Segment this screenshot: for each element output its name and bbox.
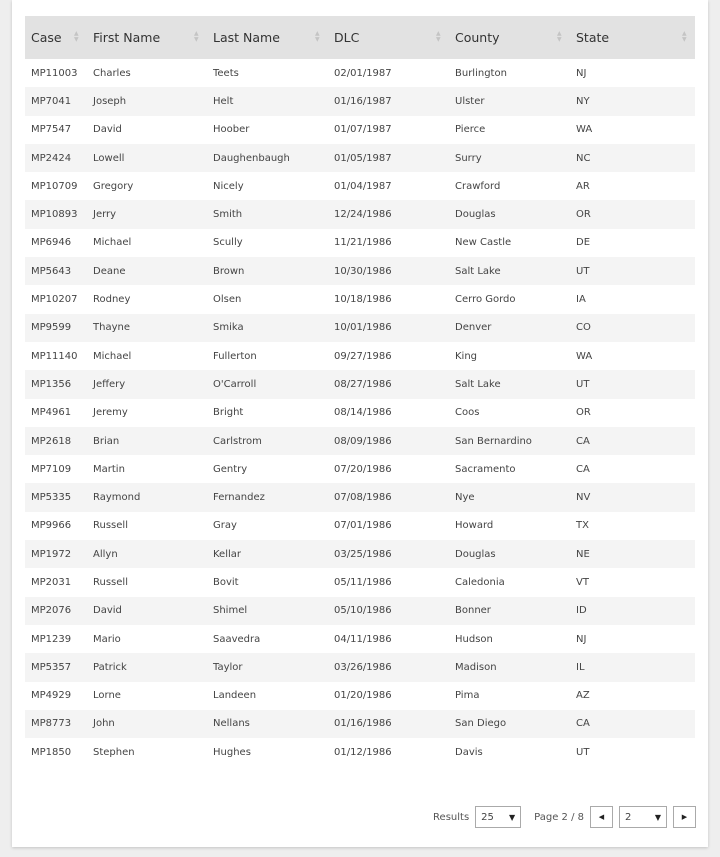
- cell-county: Nye: [449, 483, 570, 511]
- cell-county: King: [455, 350, 478, 362]
- cell-state: NE: [570, 540, 695, 568]
- cell-county: Burlington: [455, 67, 507, 79]
- cell-last-name: Carlstrom: [207, 427, 328, 455]
- cell-last-name: Smith: [207, 200, 328, 228]
- sort-icon[interactable]: ▲ ▼: [74, 30, 79, 43]
- cell-last-name: Bright: [213, 407, 244, 419]
- cell-state: WA: [576, 350, 593, 362]
- sort-icon[interactable]: ▲ ▼: [557, 30, 562, 43]
- cell-last-name: Daughenbaugh: [207, 144, 328, 172]
- pagination-bar: [433, 805, 696, 829]
- cell-case: MP7547: [31, 124, 72, 136]
- table-row[interactable]: [25, 342, 695, 370]
- cell-case: MP9599: [25, 314, 87, 342]
- table-row[interactable]: [25, 87, 695, 115]
- cell-case: MP5335: [25, 483, 87, 511]
- cell-dlc: 07/08/1986: [328, 483, 449, 511]
- table-row[interactable]: [25, 653, 695, 681]
- cell-state: AR: [576, 180, 590, 192]
- cell-dlc: 12/24/1986: [328, 200, 449, 228]
- cell-dlc: 01/12/1986: [334, 746, 392, 758]
- cell-dlc: 03/25/1986: [328, 540, 449, 568]
- table-row[interactable]: [25, 370, 695, 398]
- cell-county: Davis: [455, 746, 483, 758]
- cell-case: MP1972: [25, 540, 87, 568]
- cell-state: IL: [570, 653, 695, 681]
- cell-first-name: Allyn: [87, 540, 207, 568]
- cell-first-name: Gregory: [93, 180, 134, 192]
- table-row[interactable]: [25, 512, 695, 540]
- table-row[interactable]: [25, 710, 695, 738]
- cell-case: MP5357: [25, 653, 87, 681]
- cell-first-name: David: [93, 124, 122, 136]
- table-row[interactable]: [25, 172, 695, 200]
- table-row[interactable]: [25, 285, 695, 313]
- cell-dlc: 04/11/1986: [334, 633, 392, 645]
- cell-case: MP9966: [31, 520, 72, 532]
- cell-first-name: Lorne: [93, 690, 121, 702]
- cell-case: MP11003: [31, 67, 78, 79]
- cell-county: Hudson: [455, 633, 493, 645]
- cell-state: ID: [570, 597, 695, 625]
- column-header-label: County: [455, 30, 500, 45]
- cell-first-name: Mario: [93, 633, 121, 645]
- cell-last-name: Taylor: [207, 653, 328, 681]
- cell-case: MP2031: [31, 576, 72, 588]
- cell-case: MP6946: [31, 237, 72, 249]
- page-size-select[interactable]: [475, 806, 521, 828]
- cell-dlc: 07/01/1986: [334, 520, 392, 532]
- cell-last-name: Olsen: [213, 294, 242, 306]
- cell-case: MP2618: [25, 427, 87, 455]
- table-row[interactable]: [25, 540, 695, 568]
- table-row[interactable]: [25, 597, 695, 625]
- triangle-right-icon: ▶: [681, 813, 688, 821]
- cell-last-name: Helt: [207, 87, 328, 115]
- cell-dlc: 01/20/1986: [334, 690, 392, 702]
- column-header-county[interactable]: [449, 16, 570, 59]
- cell-dlc: 03/26/1986: [328, 653, 449, 681]
- cell-dlc: 01/05/1987: [328, 144, 449, 172]
- cell-state: CO: [570, 314, 695, 342]
- cell-first-name: John: [87, 710, 207, 738]
- cell-case: MP7041: [25, 87, 87, 115]
- cell-first-name: Michael: [93, 237, 132, 249]
- cell-state: UT: [570, 257, 695, 285]
- cell-first-name: Rodney: [93, 294, 131, 306]
- cell-state: AZ: [576, 690, 590, 702]
- cell-dlc: 08/27/1986: [328, 370, 449, 398]
- cell-state: OR: [570, 200, 695, 228]
- cell-last-name: Smika: [207, 314, 328, 342]
- cell-case: MP8773: [25, 710, 87, 738]
- cell-dlc: 02/01/1987: [334, 67, 392, 79]
- cell-state: UT: [576, 746, 590, 758]
- cell-last-name: Shimel: [207, 597, 328, 625]
- cell-dlc: 01/04/1987: [334, 180, 392, 192]
- cell-county: Bonner: [449, 597, 570, 625]
- cell-county: Coos: [455, 407, 480, 419]
- cell-county: Surry: [449, 144, 570, 172]
- cell-county: Pima: [455, 690, 480, 702]
- cell-dlc: 01/16/1986: [328, 710, 449, 738]
- table-body: [25, 59, 695, 766]
- cell-dlc: 10/18/1986: [334, 294, 392, 306]
- table-row[interactable]: [25, 568, 695, 596]
- sort-icon[interactable]: ▲ ▼: [194, 30, 199, 43]
- current-page-value: 2: [625, 811, 632, 823]
- next-page-button[interactable]: [673, 806, 696, 828]
- cell-last-name: Fullerton: [213, 350, 257, 362]
- cell-last-name: Hughes: [213, 746, 251, 758]
- cell-first-name: Lowell: [87, 144, 207, 172]
- cell-state: CA: [570, 427, 695, 455]
- cell-county: Salt Lake: [449, 257, 570, 285]
- cell-county: San Diego: [449, 710, 570, 738]
- cell-last-name: Brown: [207, 257, 328, 285]
- cell-first-name: Jeremy: [93, 407, 128, 419]
- cell-dlc: 01/16/1987: [328, 87, 449, 115]
- cell-last-name: Gray: [213, 520, 237, 532]
- cell-first-name: Patrick: [87, 653, 207, 681]
- cell-first-name: Brian: [87, 427, 207, 455]
- cell-state: WA: [576, 124, 593, 136]
- cell-first-name: Jerry: [87, 200, 207, 228]
- cell-county: Cerro Gordo: [455, 294, 516, 306]
- cell-case: MP1850: [31, 746, 72, 758]
- table-row[interactable]: [25, 229, 695, 257]
- cell-case: MP4961: [31, 407, 72, 419]
- cell-state: NC: [570, 144, 695, 172]
- cell-case: MP10893: [25, 200, 87, 228]
- cell-state: NJ: [576, 67, 587, 79]
- sort-icon[interactable]: ▲ ▼: [436, 30, 441, 43]
- results-panel: [12, 0, 708, 847]
- cell-state: UT: [570, 370, 695, 398]
- table-row[interactable]: [25, 455, 695, 483]
- cell-state: CA: [570, 710, 695, 738]
- chevron-down-icon: ▼: [654, 812, 661, 822]
- cell-county: Denver: [449, 314, 570, 342]
- cell-state: DE: [576, 237, 591, 249]
- cell-state: NY: [570, 87, 695, 115]
- cell-county: Salt Lake: [449, 370, 570, 398]
- table-row[interactable]: [25, 682, 695, 710]
- sort-icon[interactable]: ▲ ▼: [682, 30, 687, 43]
- cell-state: NJ: [576, 633, 587, 645]
- triangle-left-icon: ◀: [598, 813, 605, 821]
- table-row[interactable]: [25, 427, 695, 455]
- column-header-dlc[interactable]: [328, 16, 449, 59]
- cell-dlc: 07/20/1986: [334, 463, 392, 475]
- cell-last-name: Bovit: [213, 576, 239, 588]
- cell-dlc: 05/10/1986: [328, 597, 449, 625]
- cell-state: VT: [576, 576, 589, 588]
- cell-dlc: 09/27/1986: [334, 350, 392, 362]
- cell-state: CA: [576, 463, 590, 475]
- table-header-row: [25, 16, 695, 59]
- column-header-first-name[interactable]: [87, 16, 207, 59]
- cell-case: MP4929: [31, 690, 72, 702]
- chevron-down-icon: ▼: [509, 812, 516, 822]
- column-header-label: DLC: [334, 30, 360, 45]
- cell-dlc: 01/07/1987: [334, 124, 392, 136]
- cell-last-name: Nicely: [213, 180, 244, 192]
- cell-case: MP2424: [25, 144, 87, 172]
- table-row[interactable]: [25, 116, 695, 144]
- page-select[interactable]: [619, 806, 667, 828]
- cell-case: MP10709: [31, 180, 78, 192]
- cell-county: Howard: [455, 520, 494, 532]
- cell-case: MP2076: [25, 597, 87, 625]
- column-header-label: First Name: [93, 30, 161, 45]
- cell-first-name: Deane: [87, 257, 207, 285]
- column-header-label: State: [576, 30, 610, 45]
- table-row[interactable]: [25, 399, 695, 427]
- cell-case: MP5643: [25, 257, 87, 285]
- table-row[interactable]: [25, 483, 695, 511]
- cell-first-name: Russell: [93, 576, 128, 588]
- cell-case: MP11140: [31, 350, 78, 362]
- cell-last-name: Nellans: [207, 710, 328, 738]
- column-header-label: Case: [31, 30, 62, 45]
- cell-county: Douglas: [449, 200, 570, 228]
- cell-county: Caledonia: [455, 576, 505, 588]
- table-row[interactable]: [25, 257, 695, 285]
- cell-first-name: Joseph: [87, 87, 207, 115]
- cell-county: Douglas: [449, 540, 570, 568]
- cell-dlc: 08/09/1986: [328, 427, 449, 455]
- cell-state: OR: [576, 407, 591, 419]
- cell-case: MP7109: [31, 463, 72, 475]
- column-header-state[interactable]: [570, 16, 695, 59]
- table-row[interactable]: [25, 144, 695, 172]
- cell-case: MP10207: [31, 294, 78, 306]
- column-header-last-name[interactable]: [207, 16, 328, 59]
- results-label: Results: [433, 811, 470, 823]
- table-row[interactable]: [25, 314, 695, 342]
- cell-last-name: Kellar: [207, 540, 328, 568]
- page-info: Page 2 / 8: [534, 811, 584, 823]
- cell-first-name: Martin: [93, 463, 125, 475]
- cell-last-name: Landeen: [213, 690, 257, 702]
- table-row[interactable]: [25, 625, 695, 653]
- cell-first-name: Michael: [93, 350, 132, 362]
- cell-dlc: 10/30/1986: [328, 257, 449, 285]
- cell-first-name: Thayne: [87, 314, 207, 342]
- table-row[interactable]: [25, 59, 695, 87]
- cell-state: TX: [576, 520, 589, 532]
- cell-last-name: Gentry: [213, 463, 248, 475]
- cell-last-name: Teets: [213, 67, 239, 79]
- cell-first-name: David: [87, 597, 207, 625]
- cell-state: NV: [570, 483, 695, 511]
- cell-dlc: 05/11/1986: [334, 576, 392, 588]
- sort-icon[interactable]: ▲ ▼: [315, 30, 320, 43]
- cell-case: MP1356: [25, 370, 87, 398]
- cell-last-name: O'Carroll: [207, 370, 328, 398]
- cell-first-name: Charles: [93, 67, 131, 79]
- previous-page-button[interactable]: [590, 806, 613, 828]
- cell-last-name: Scully: [213, 237, 243, 249]
- table-row[interactable]: [25, 738, 695, 766]
- cell-first-name: Jeffery: [87, 370, 207, 398]
- page-size-value: 25: [481, 811, 494, 823]
- cell-county: Pierce: [455, 124, 486, 136]
- column-header-label: Last Name: [213, 30, 280, 45]
- cell-last-name: Hoober: [213, 124, 250, 136]
- cell-last-name: Fernandez: [207, 483, 328, 511]
- cell-first-name: Russell: [93, 520, 128, 532]
- cell-first-name: Raymond: [87, 483, 207, 511]
- table-row[interactable]: [25, 200, 695, 228]
- cell-county: Sacramento: [455, 463, 516, 475]
- cell-county: Ulster: [449, 87, 570, 115]
- cell-dlc: 11/21/1986: [334, 237, 392, 249]
- cases-table: [25, 16, 695, 766]
- column-header-case[interactable]: [25, 16, 87, 59]
- cell-first-name: Stephen: [93, 746, 135, 758]
- cell-last-name: Saavedra: [213, 633, 261, 645]
- cell-case: MP1239: [31, 633, 72, 645]
- cell-county: Madison: [449, 653, 570, 681]
- cell-state: IA: [576, 294, 586, 306]
- cell-dlc: 08/14/1986: [334, 407, 392, 419]
- cell-county: New Castle: [455, 237, 512, 249]
- cell-county: San Bernardino: [449, 427, 570, 455]
- cell-dlc: 10/01/1986: [328, 314, 449, 342]
- cell-county: Crawford: [455, 180, 501, 192]
